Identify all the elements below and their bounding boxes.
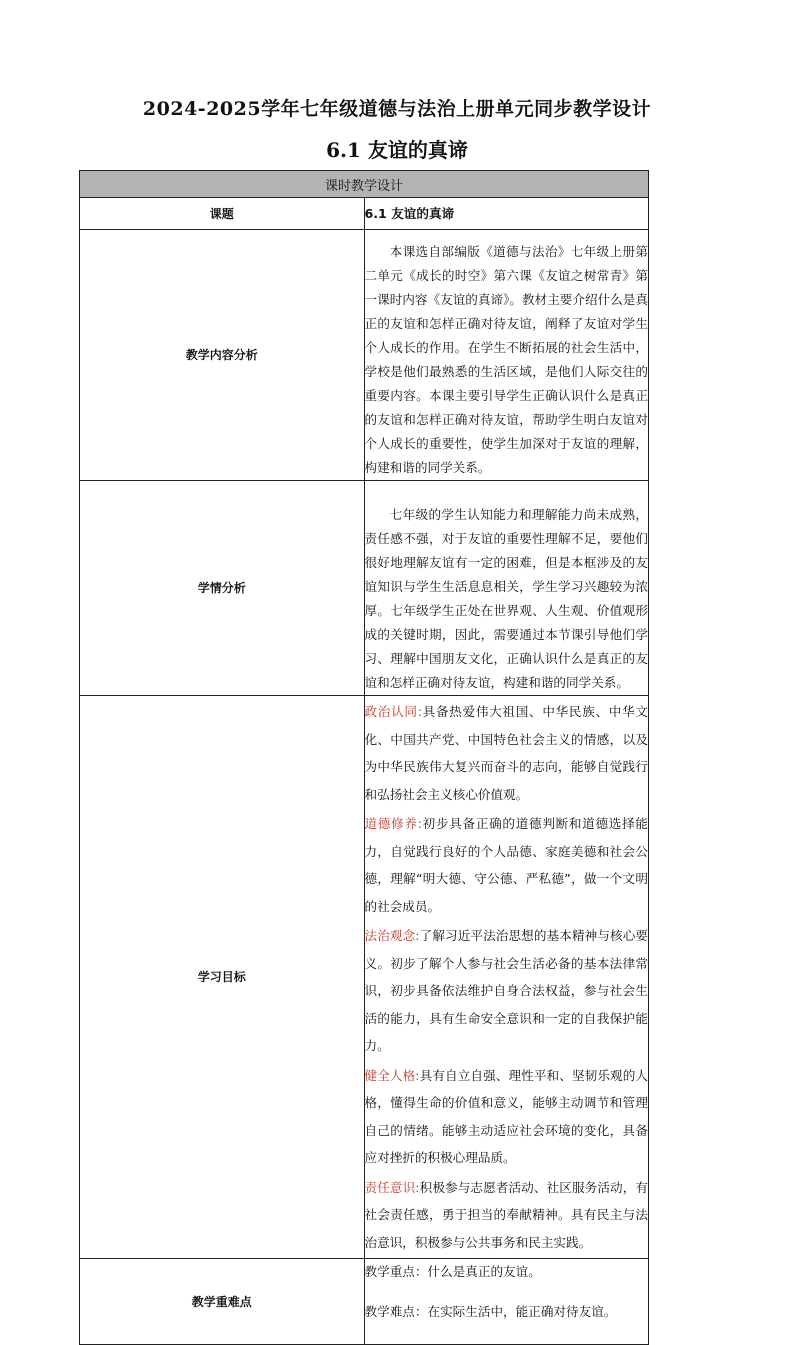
lesson-title: 6.1 友谊的真谛 [326,138,468,162]
document-title: 2024-2025学年七年级道德与法治上册单元同步教学设计 [142,98,652,120]
key-difficult-row [80,1259,649,1345]
content-analysis-row [80,230,649,481]
learner-analysis-text: 七年级的学生认知能力和理解能力尚未成熟，责任感不强，对于友谊的重要性理解不足，要他们很好地理解友谊有一定的困难，但是本框涉及的友谊知识与学生生活息息相关，学生学习兴趣较为浓厚。七年级学生正处在世界观、人生观、价值观形成的关键时期，因此，需要通过本节课引导他们学习、理解中国朋友文化，正确认识什么是真正的友谊和怎样正确对待友谊，构建和谐的同学关系。 [364,507,648,690]
content-analysis-text: 本课选自部编版《道德与法治》七年级上册第二单元《成长的时空》第六课《友谊之树常青》第一课时内容《友谊的真谛》。教材主要介绍什么是真正的友谊和怎样正确对待友谊，阐释了友谊对学生个人成长的作用。在学生不断拓展的社会生活中，学校是他们最熟悉的生活区域，是他们人际交往的重要内容。本课主要引导学生正确认识什么是真正的友谊和怎样正确对待友谊，帮助学生明白友谊对个人成长的重要性，使学生加深对于友谊的理解，构建和谐的同学关系。 [364,244,648,475]
goal-item [365,922,649,1060]
goal-text: 具备热爱伟大祖国、中华民族、中华文化、中国共产党、中国特色社会主义的情感，以及为中华民族伟大复兴而奋斗的志向，能够自觉践行和弘扬社会主义核心价值观。 [364,704,648,802]
goal-text: 具有自立自强、理性平和、坚韧乐观的人格，懂得生命的价值和意义，能够主动调节和管理自己的情绪。能够主动适应社会环境的变化，具备应对挫折的积极心理品质。 [364,1067,649,1165]
topic-value: 6.1 友谊的真谛 [364,198,649,230]
goal-text: 了解习近平法治思想的基本精神与核心要义。初步了解个人参与社会生活必备的基本法律常识，初步具备依法维护自身合法权益，参与社会生活的能力，具有生命安全意识和一定的自我保护能力。 [364,928,649,1053]
goal-item [365,810,649,920]
learning-goals-label: 学习目标 [80,696,365,1259]
goal-key: 责任意识: [364,1179,420,1195]
topic-row [80,198,649,230]
learner-analysis-label: 学情分析 [80,481,365,696]
goal-text: 初步具备正确的道德判断和道德选择能力，自觉践行良好的个人品德、家庭美德和社会公德，理解“明大德、守公德、严私德”，做一个文明的社会成员。 [364,816,648,914]
goal-key: 道德修养: [364,816,422,831]
goal-item [365,1174,649,1257]
content-analysis-label: 教学内容分析 [80,230,365,481]
table-header-row [80,171,649,198]
table-header: 课时教学设计 [80,171,649,198]
goal-key: 政治认同: [364,704,422,719]
goal-text: 积极参与志愿者活动、社区服务活动，有社会责任感，勇于担当的奉献精神。具有民主与法治意识，积极参与公共事务和民主实践。 [364,1179,649,1250]
goal-item [365,1062,649,1172]
lesson-plan-table [79,170,649,1345]
key-point: 教学重点：什么是真正的友谊。 [364,1264,541,1279]
topic-label: 课题 [80,198,365,230]
learning-goals-row [80,696,649,1259]
learner-analysis-row [80,481,649,696]
goal-key: 法治观念: [364,928,420,943]
goal-key: 健全人格: [364,1067,420,1083]
goal-item [365,698,649,808]
difficult-point: 教学难点：在实际生活中，能正确对待友谊。 [364,1304,617,1319]
key-difficult-label: 教学重难点 [80,1259,365,1345]
